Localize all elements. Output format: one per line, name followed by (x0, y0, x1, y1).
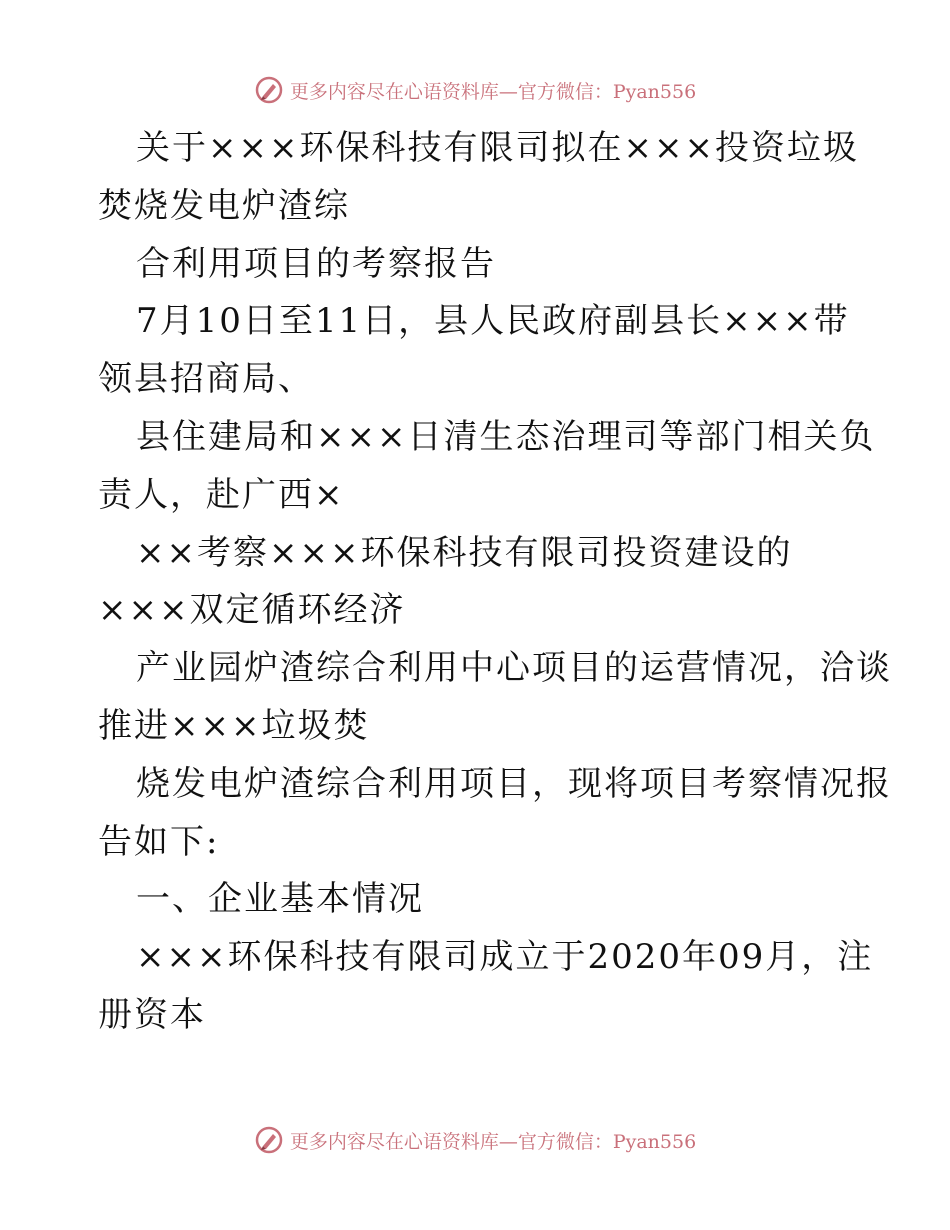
text-line: 烧发电炉渣综合利用项目，现将项目考察情况报 (136, 763, 892, 804)
document-body (98, 120, 892, 1045)
text-line: 推进×××垃圾焚 (98, 705, 370, 746)
text-line: 告如下: (98, 821, 220, 862)
pen-logo-icon (254, 75, 284, 105)
text-line: 一、企业基本情况 (136, 879, 424, 920)
text-line: 7月10日至11日，县人民政府副县长×××带 (136, 301, 850, 342)
footer-watermark (0, 1122, 950, 1158)
text-line: 册资本 (98, 994, 206, 1035)
watermark-text: 更多内容尽在心语资料库—官方微信：Pyan556 (289, 1130, 697, 1153)
text-line: ×××环保科技有限司成立于2020年09月，注 (136, 937, 874, 978)
text-line: 合利用项目的考察报告 (136, 243, 496, 284)
header-watermark (0, 72, 950, 108)
text-line: ××考察×××环保科技有限司投资建设的 (136, 532, 793, 573)
text-line: 关于×××环保科技有限司拟在×××投资垃圾 (136, 128, 859, 168)
text-line: 领县招商局、 (98, 359, 314, 400)
text-line: 责人，赴广西× (98, 474, 345, 515)
watermark-text: 更多内容尽在心语资料库—官方微信：Pyan556 (289, 80, 697, 103)
text-line: 焚烧发电炉渣综 (98, 185, 350, 226)
text-line: 产业园炉渣综合利用中心项目的运营情况，洽谈 (136, 648, 892, 689)
pen-logo-icon (254, 1125, 284, 1155)
text-line: 县住建局和×××日清生态治理司等部门相关负 (136, 416, 876, 457)
text-line: ×××双定循环经济 (98, 590, 406, 631)
